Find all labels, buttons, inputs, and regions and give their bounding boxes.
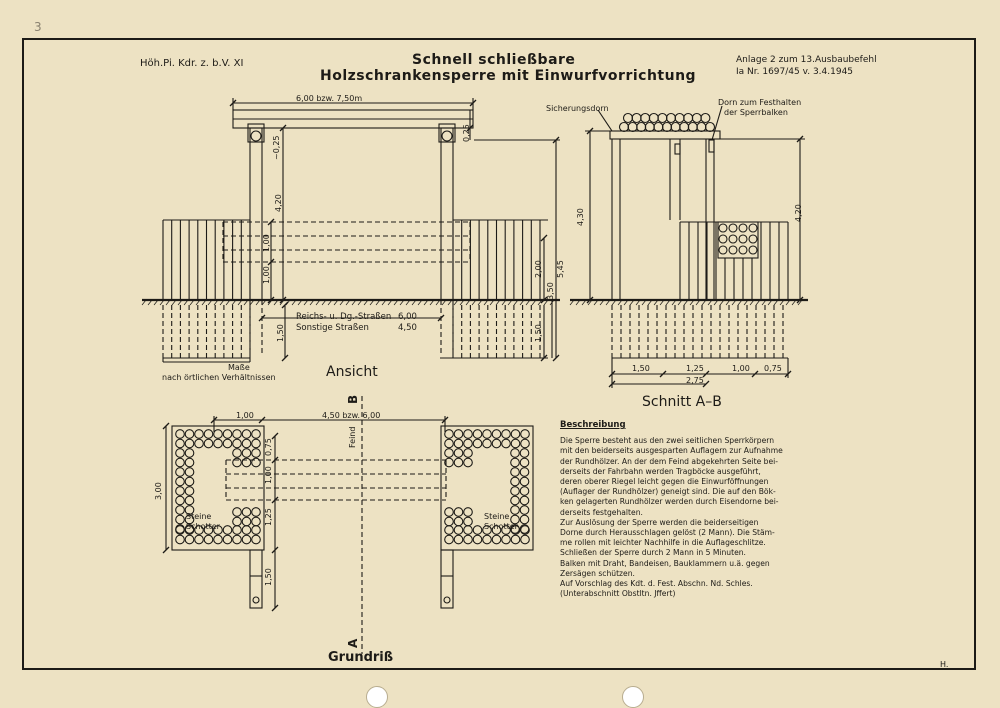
log-section xyxy=(637,123,646,132)
log-section xyxy=(185,430,194,439)
dim-span-ansicht: 6,00 bzw. 7,50m xyxy=(296,94,363,103)
sicherungsdorn-label: Sicherungsdorn xyxy=(546,104,609,113)
log-section xyxy=(223,439,232,448)
log-section xyxy=(454,449,463,458)
log-section xyxy=(680,123,689,132)
log-section xyxy=(223,526,232,535)
log-section xyxy=(233,526,242,535)
annex-line-1: Anlage 2 zum 13.Ausbaubefehl xyxy=(736,55,877,65)
log-section xyxy=(511,496,520,505)
log-section xyxy=(176,468,185,477)
log-section xyxy=(675,114,684,123)
schotter-label-left: Schotter xyxy=(186,522,220,531)
log-section xyxy=(185,449,194,458)
log-section xyxy=(223,430,232,439)
log-section xyxy=(242,508,251,517)
grundriss-caption: Grundriß xyxy=(328,650,394,665)
beschreibung-line: Schließen der Sperre durch 2 Mann in 5 Minuten. xyxy=(560,548,746,558)
log-section xyxy=(185,477,194,486)
schotter-label-right: Schotter xyxy=(484,522,518,531)
road-type-b: Sonstige Straßen xyxy=(296,323,369,333)
dim-ansicht-025b: 0,25 xyxy=(462,124,471,142)
log-section xyxy=(242,439,251,448)
log-section xyxy=(176,458,185,467)
log-section xyxy=(176,439,185,448)
dim-grund-150: 1,50 xyxy=(264,568,273,586)
dim-grund-300: 3,00 xyxy=(154,482,163,500)
trestle-plan-right xyxy=(441,550,453,608)
bolt xyxy=(251,131,261,141)
masse-note-2: nach örtlichen Verhältnissen xyxy=(162,373,276,382)
beschreibung-heading: Beschreibung xyxy=(560,420,626,430)
steine-label-left: Steine xyxy=(186,512,212,521)
dim-ansicht-100b: 1,00 xyxy=(262,266,271,284)
beschreibung-line: derseits der Fahrbahn werden Tragböcke ausgeführt, xyxy=(560,466,761,476)
log-section xyxy=(204,535,213,544)
log-section xyxy=(233,535,242,544)
dim-grund-span: 4,50 bzw. 6,00 xyxy=(322,411,381,420)
beschreibung-text xyxy=(560,436,860,599)
trestle-top-rail xyxy=(610,131,720,139)
dim-ansicht-200: 2,00 xyxy=(534,260,543,278)
beschreibung-line: mit den beiderseits ausgesparten Auflagern zur Aufnahme xyxy=(560,446,783,456)
log-section xyxy=(445,449,454,458)
log-section xyxy=(233,449,242,458)
log-section xyxy=(473,430,482,439)
log-section xyxy=(252,439,261,448)
log-section xyxy=(473,439,482,448)
road-width-a: 6,00 xyxy=(398,312,417,322)
log-section xyxy=(242,526,251,535)
unit-label: Höh.Pi. Kdr. z. b.V. XI xyxy=(140,58,244,69)
log-section xyxy=(649,114,658,123)
log-section xyxy=(520,496,529,505)
log-section xyxy=(176,496,185,505)
dim-ansicht-420: 4,20 xyxy=(274,194,283,212)
feind-label: Feind xyxy=(348,426,357,448)
log-section xyxy=(502,535,511,544)
sicherungsdorn-arrow xyxy=(598,110,612,131)
trestle-plan-left xyxy=(250,550,262,608)
log-section xyxy=(464,508,473,517)
beschreibung-line: Dorne durch Herausschlagen gelöst (2 Mann). Die Stäm- xyxy=(560,528,775,538)
log-section xyxy=(520,458,529,467)
title-line-2: Holzschrankensperre mit Einwurfvorrichtung xyxy=(320,68,697,84)
log-section xyxy=(176,430,185,439)
log-section xyxy=(252,430,261,439)
log-section xyxy=(454,439,463,448)
dim-ansicht-150b: 1,50 xyxy=(534,324,543,342)
beschreibung-line: Zur Auslösung der Sperre werden die beiderseitigen xyxy=(560,517,759,527)
log-section xyxy=(667,114,676,123)
log-section xyxy=(445,517,454,526)
log-section xyxy=(252,508,261,517)
log-section xyxy=(464,430,473,439)
log-section xyxy=(242,449,251,458)
log-section xyxy=(511,449,520,458)
annex-line-2: Ia Nr. 1697/45 v. 3.4.1945 xyxy=(736,67,854,77)
log-section xyxy=(620,123,629,132)
log-section xyxy=(445,439,454,448)
dim-schnitt-150: 1,50 xyxy=(632,364,650,373)
title-line-1: Schnell schließbare xyxy=(412,52,576,68)
dorn xyxy=(709,140,714,152)
log-section xyxy=(464,449,473,458)
log-section xyxy=(464,526,473,535)
log-section xyxy=(492,430,501,439)
dim-schnitt-075: 0,75 xyxy=(764,364,782,373)
ansicht-caption: Ansicht xyxy=(326,364,378,380)
log-section xyxy=(520,515,529,524)
log-section xyxy=(454,526,463,535)
log-section xyxy=(204,439,213,448)
log-section xyxy=(692,114,701,123)
beschreibung-line: Balken mit Draht, Bandeisen, Bauklammern u.ä. gegen xyxy=(560,558,770,568)
log-section xyxy=(684,114,693,123)
log-section xyxy=(492,439,501,448)
log-section xyxy=(176,449,185,458)
log-section xyxy=(445,535,454,544)
beschreibung-line: (Auflager der Rundhölzer) geneigt sind. Die auf den Bök- xyxy=(560,487,776,497)
log-section xyxy=(185,487,194,496)
dim-schnitt-125: 1,25 xyxy=(686,364,704,373)
log-section xyxy=(454,430,463,439)
masse-note-1: Maße xyxy=(228,363,250,372)
beschreibung-line: me rollen mit leichter Nachhilfe in die Auflageschlitze. xyxy=(560,538,766,548)
log-section xyxy=(511,458,520,467)
log-section xyxy=(176,487,185,496)
dim-schnitt-100: 1,00 xyxy=(732,364,750,373)
dim-ansicht-100a: 1,00 xyxy=(262,234,271,252)
log-section xyxy=(511,439,520,448)
log-section xyxy=(176,515,185,524)
log-section xyxy=(663,123,672,132)
dim-grund-075: 0,75 xyxy=(264,438,273,456)
log-section xyxy=(511,468,520,477)
log-section xyxy=(195,535,204,544)
log-section xyxy=(521,439,530,448)
log-section xyxy=(454,517,463,526)
schnitt-caption: Schnitt A–B xyxy=(642,394,722,410)
dorn-label-2: der Sperrbalken xyxy=(724,108,788,117)
log-section xyxy=(671,123,680,132)
log-section xyxy=(252,535,261,544)
log-section xyxy=(520,487,529,496)
log-section xyxy=(645,123,654,132)
log-section xyxy=(252,449,261,458)
dim-ansicht-545: 5,45 xyxy=(556,260,565,278)
log-section xyxy=(233,430,242,439)
section-b-label: B xyxy=(346,394,360,404)
log-section xyxy=(242,517,251,526)
log-section xyxy=(445,430,454,439)
beschreibung-line: Auf Vorschlag des Kdt. d. Fest. Abschn. Nd. Schles. xyxy=(560,579,753,589)
log-section xyxy=(628,123,637,132)
log-section xyxy=(520,506,529,515)
dim-grund-100top: 1,00 xyxy=(236,411,254,420)
schnitt-view xyxy=(570,106,808,388)
log-section xyxy=(520,477,529,486)
log-section xyxy=(632,114,641,123)
section-a-label: A xyxy=(346,638,360,648)
post-right xyxy=(441,128,453,300)
log-section xyxy=(658,114,667,123)
log-section xyxy=(176,477,185,486)
log-section xyxy=(654,123,663,132)
beschreibung-line: deren oberer Riegel leicht gegen die Einwurföffnungen xyxy=(560,477,769,487)
log-section xyxy=(492,535,501,544)
log-section xyxy=(520,468,529,477)
steine-label-right: Steine xyxy=(484,512,510,521)
log-section xyxy=(464,517,473,526)
log-section xyxy=(641,114,650,123)
log-section xyxy=(454,458,463,467)
log-section xyxy=(511,477,520,486)
log-section xyxy=(185,468,194,477)
road-width-b: 4,50 xyxy=(398,323,417,333)
dorn-label-1: Dorn zum Festhalten xyxy=(718,98,802,107)
bolt xyxy=(444,597,450,603)
beschreibung-line: Zersägen schützen. xyxy=(560,568,635,578)
punch-hole-right xyxy=(622,686,644,708)
beschreibung-line: der Rundhölzer. An der dem Feind abgekehrten Seite bei- xyxy=(560,456,779,466)
log-section xyxy=(454,535,463,544)
log-section xyxy=(233,517,242,526)
punch-hole-left xyxy=(366,686,388,708)
log-slot xyxy=(718,222,758,258)
log-section xyxy=(233,508,242,517)
log-section xyxy=(242,430,251,439)
bolt xyxy=(442,131,452,141)
log-section xyxy=(502,430,511,439)
bolt xyxy=(253,597,259,603)
log-section xyxy=(223,535,232,544)
log-section xyxy=(520,449,529,458)
log-section xyxy=(483,439,492,448)
log-section xyxy=(185,439,194,448)
log-section xyxy=(464,458,473,467)
log-section xyxy=(454,508,463,517)
log-section xyxy=(445,508,454,517)
sheet-mark: H. xyxy=(940,660,949,669)
dim-schnitt-420: 4,20 xyxy=(794,204,803,222)
log-section xyxy=(624,114,633,123)
log-section xyxy=(473,535,482,544)
log-section xyxy=(511,487,520,496)
log-section xyxy=(688,123,697,132)
log-section xyxy=(185,535,194,544)
beschreibung-line: Die Sperre besteht aus den zwei seitlichen Sperrkörpern xyxy=(560,436,775,446)
dim-ansicht-150a: 1,50 xyxy=(276,324,285,342)
beschreibung-block xyxy=(560,420,860,599)
log-section xyxy=(204,430,213,439)
log-section xyxy=(697,123,706,132)
log-section xyxy=(195,430,204,439)
log-section xyxy=(521,430,530,439)
log-section xyxy=(511,535,520,544)
log-section xyxy=(185,458,194,467)
dim-schnitt-430: 4,30 xyxy=(576,208,585,226)
post-left xyxy=(250,128,262,300)
log-section xyxy=(252,526,261,535)
corner-mark: 3 xyxy=(34,20,42,34)
log-section xyxy=(214,430,223,439)
log-section xyxy=(473,526,482,535)
log-section xyxy=(511,430,520,439)
log-section xyxy=(176,506,185,515)
log-section xyxy=(464,439,473,448)
log-section xyxy=(464,535,473,544)
dorn xyxy=(675,144,680,154)
log-section xyxy=(706,123,715,132)
log-section xyxy=(185,496,194,505)
dim-grund-125: 1,25 xyxy=(264,508,273,526)
log-section xyxy=(242,535,251,544)
dim-grund-100: 1,00 xyxy=(264,466,273,484)
road-type-a: Reichs- u. Dg.-Straßen xyxy=(296,312,392,322)
beschreibung-line: derseits festgehalten. xyxy=(560,507,643,517)
log-section xyxy=(252,517,261,526)
log-section xyxy=(214,535,223,544)
log-section xyxy=(502,439,511,448)
log-section xyxy=(195,439,204,448)
log-section xyxy=(176,535,185,544)
dim-ansicht-025a: ~0,25 xyxy=(272,135,281,160)
log-section xyxy=(511,506,520,515)
log-section xyxy=(521,535,530,544)
log-section xyxy=(483,535,492,544)
log-section xyxy=(701,114,710,123)
beschreibung-line: (Unterabschnitt Obstltn. Jffert) xyxy=(560,589,676,599)
beschreibung-line: ken gelagerten Rundhölzer werden durch Eisendorne bei- xyxy=(560,497,779,507)
log-section xyxy=(483,430,492,439)
log-section xyxy=(233,439,242,448)
log-section xyxy=(445,526,454,535)
dim-schnitt-275: 2,75 xyxy=(686,376,704,385)
dim-ansicht-350: 3,50 xyxy=(546,282,555,300)
log-section xyxy=(214,439,223,448)
